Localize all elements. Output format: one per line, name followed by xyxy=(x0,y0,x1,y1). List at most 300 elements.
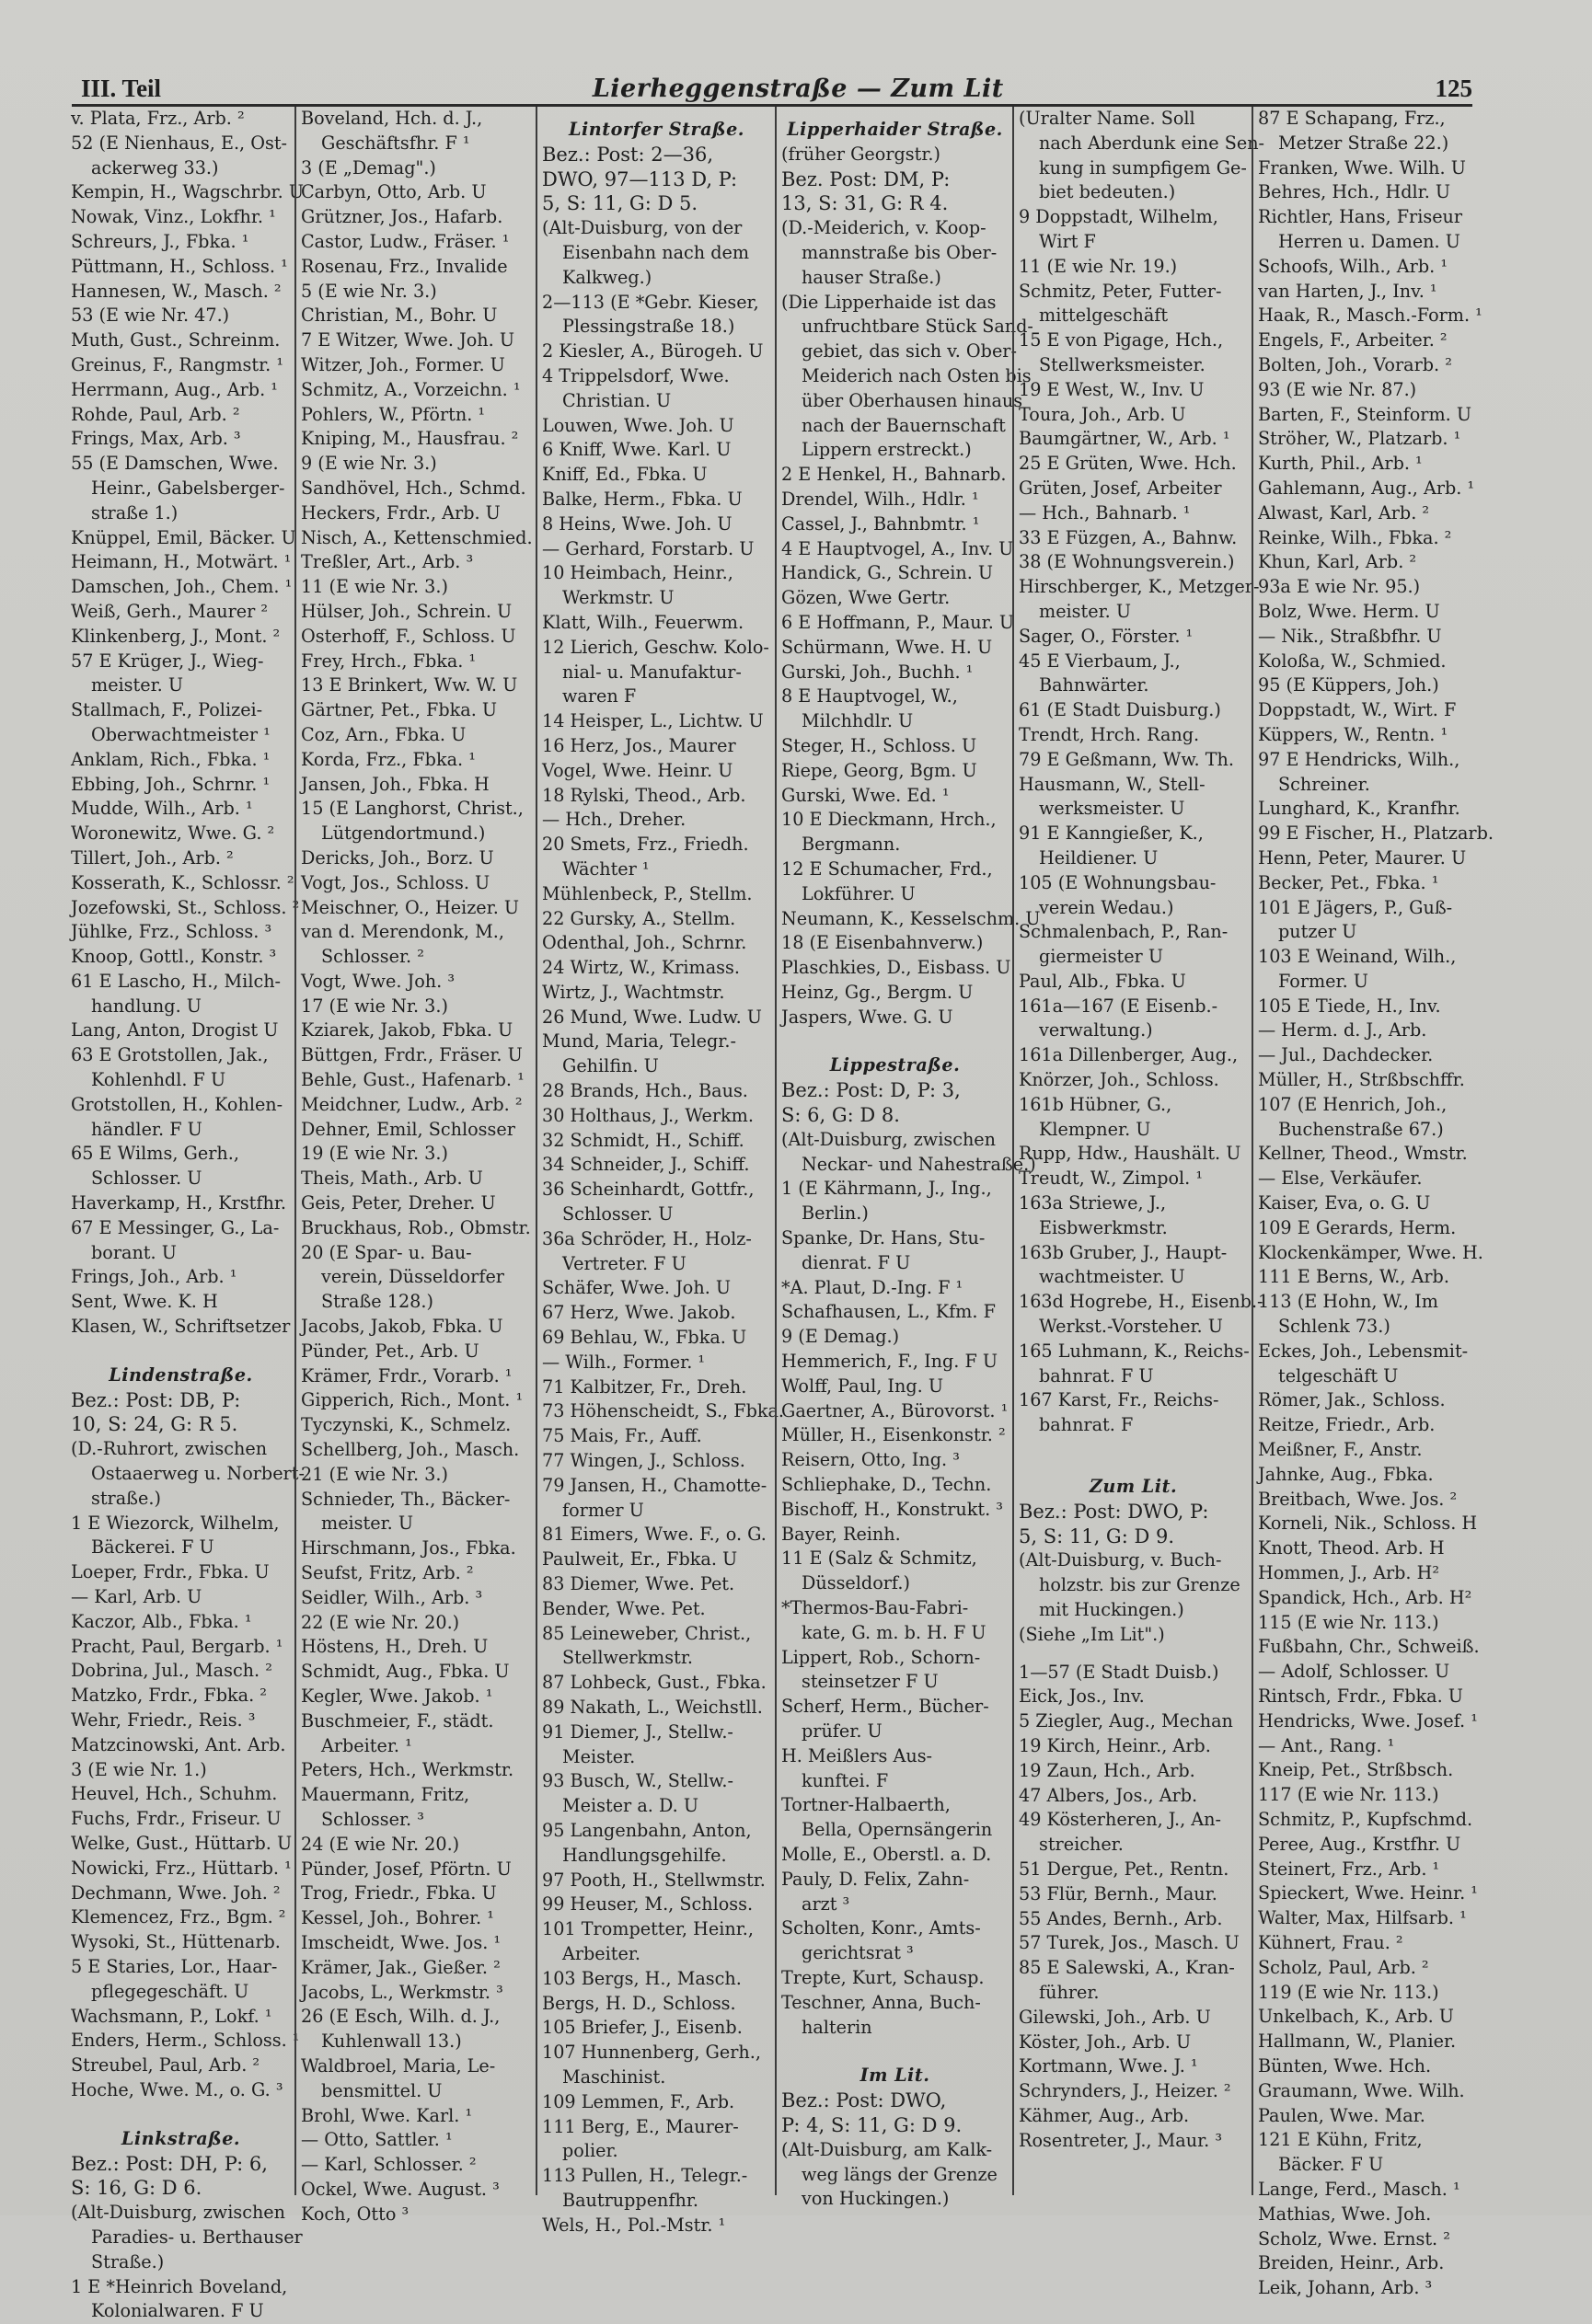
entry-continuation: putzer U xyxy=(1278,921,1357,943)
entry-continuation: Milchhdlr. U xyxy=(802,710,914,732)
district-info: 5, S: 11, G: D 9. xyxy=(1019,1524,1174,1547)
directory-entry: 32 Schmidt, H., Schiff. xyxy=(542,1129,744,1151)
directory-entry: 109 Lemmen, F., Arb. xyxy=(542,2090,735,2112)
entry-continuation: Arbeiter. xyxy=(562,1942,641,1964)
directory-entry: Walter, Max, Hilfsarb. ¹ xyxy=(1258,1907,1467,1929)
directory-entry: Meischner, O., Heizer. U xyxy=(301,896,520,918)
directory-entry: Welke, Gust., Hüttarb. U xyxy=(71,1832,293,1854)
entry-continuation: Stellwerkmstr. xyxy=(562,1647,693,1669)
directory-entry: *A. Plaut, D.-Ing. F ¹ xyxy=(781,1276,963,1298)
directory-entry: Vogt, Jos., Schloss. U xyxy=(301,871,490,893)
directory-entry: Ströher, W., Platzarb. ¹ xyxy=(1258,428,1461,450)
directory-entry: Rupp, Hdw., Haushält. U xyxy=(1019,1143,1241,1165)
directory-entry: Dechmann, Wwe. Joh. ² xyxy=(71,1881,281,1904)
entry-continuation: händler. F U xyxy=(91,1118,202,1140)
directory-entry: Schellberg, Joh., Masch. xyxy=(301,1439,520,1461)
entry-continuation: Geschäftsfhr. F ¹ xyxy=(321,132,470,154)
directory-entry: 18 (E Eisenbahnverw.) xyxy=(781,932,984,954)
district-info: Bez.: Post: DWO, P: xyxy=(1019,1500,1209,1523)
directory-entry: Schliephake, D., Techn. xyxy=(781,1474,992,1496)
directory-entry: — Herm. d. J., Arb. xyxy=(1258,1019,1427,1041)
directory-entry: Breitbach, Wwe. Jos. ² xyxy=(1258,1488,1458,1510)
directory-entry: Wehr, Friedr., Reis. ³ xyxy=(71,1709,256,1731)
directory-entry: Kortmann, Wwe. J. ¹ xyxy=(1019,2055,1198,2077)
entry-continuation: Schlosser. U xyxy=(91,1168,202,1190)
directory-entry: Breiden, Heinr., Arb. xyxy=(1258,2252,1445,2274)
directory-entry: Riepe, Georg, Bgm. U xyxy=(781,759,977,781)
directory-entry: Balke, Herm., Fbka. U xyxy=(542,488,743,510)
directory-entry: Bruckhaus, Rob., Obmstr. xyxy=(301,1216,531,1238)
directory-entry: Meidchner, Ludw., Arb. ² xyxy=(301,1093,523,1115)
directory-entry: Klinkenberg, J., Mont. ² xyxy=(71,625,281,647)
district-info: Bez.: Post: 2—36, xyxy=(542,143,713,166)
directory-entry: Tortner-Halbaerth, xyxy=(781,1794,951,1816)
directory-entry: Anklam, Rich., Fbka. ¹ xyxy=(71,748,271,770)
entry-continuation: bahnrat. F U xyxy=(1039,1364,1154,1386)
spacer xyxy=(1019,1438,1248,1451)
entry-continuation: prüfer. U xyxy=(802,1720,883,1742)
directory-entry: Behle, Gust., Hafenarb. ¹ xyxy=(301,1069,525,1091)
directory-entry: Kellner, Theod., Wmstr. xyxy=(1258,1143,1468,1165)
directory-entry: Mund, Maria, Telegr.- xyxy=(542,1030,736,1053)
directory-entry: Bolz, Wwe. Herm. U xyxy=(1258,600,1440,622)
district-info: Bez.: Post: D, P: 3, xyxy=(781,1079,961,1102)
directory-entry: 22 (E wie Nr. 20.) xyxy=(301,1611,460,1633)
directory-entry: Geis, Peter, Dreher. U xyxy=(301,1192,496,1214)
directory-entry: 6 E Hoffmann, P., Maur. U xyxy=(781,611,1015,633)
directory-entry: 15 (E Langhorst, Christ., xyxy=(301,798,524,820)
directory-entry: 36 Scheinhardt, Gottfr., xyxy=(542,1179,755,1201)
entry-continuation: Werkmstr. U xyxy=(562,587,675,609)
entry-continuation: bensmittel. U xyxy=(321,2079,443,2101)
directory-entry: Gaertner, A., Bürovorst. ¹ xyxy=(781,1399,1009,1421)
directory-entry: Kaczor, Alb., Fbka. ¹ xyxy=(71,1610,252,1632)
directory-entry: Wachsmann, P., Lokf. ¹ xyxy=(71,2005,272,2027)
directory-entry: Scherf, Herm., Bücher- xyxy=(781,1696,989,1718)
directory-entry: Streubel, Paul, Arb. ² xyxy=(71,2054,260,2077)
directory-entry: 79 Jansen, H., Chamotte- xyxy=(542,1474,767,1496)
directory-entry: 87 E Schapang, Frz., xyxy=(1258,108,1446,129)
entry-continuation: Berlin.) xyxy=(802,1202,869,1225)
directory-entry: 97 E Hendricks, Wilh., xyxy=(1258,748,1460,770)
district-info: P: 4, S: 11, G: D 9. xyxy=(781,2113,963,2136)
directory-entry: Kühnert, Frau. ² xyxy=(1258,1931,1403,1953)
directory-entry: Leik, Johann, Arb. ³ xyxy=(1258,2277,1433,2299)
directory-entry: Vogt, Wwe. Joh. ³ xyxy=(301,970,456,992)
district-info: S: 6, G: D 8. xyxy=(781,1104,900,1127)
entry-continuation: Bautruppenfhr. xyxy=(562,2189,699,2211)
entry-continuation: unfruchtbare Stück Sand- xyxy=(802,316,1033,338)
entry-continuation: Straße 128.) xyxy=(321,1291,433,1313)
directory-entry: 20 Smets, Frz., Friedh. xyxy=(542,834,749,856)
entry-continuation: halterin xyxy=(802,2016,872,2038)
directory-columns xyxy=(66,107,1494,2322)
directory-entry: 93a E wie Nr. 95.) xyxy=(1258,576,1421,598)
directory-entry: Steger, H., Schloss. U xyxy=(781,734,977,756)
column-1 xyxy=(66,107,305,2322)
directory-entry: 1 E *Heinrich Boveland, xyxy=(71,2275,288,2297)
directory-entry: Rosenau, Frz., Invalide xyxy=(301,255,508,277)
entry-continuation: meister. U xyxy=(91,674,184,696)
directory-entry: Koch, Otto ³ xyxy=(301,2203,410,2225)
directory-entry: van Harten, J., Inv. ¹ xyxy=(1258,280,1437,302)
directory-entry: 12 E Schumacher, Frd., xyxy=(781,857,993,880)
column-6 xyxy=(1252,107,1494,2299)
directory-entry: Bergs, H. D., Schloss. xyxy=(542,1992,736,2014)
entry-continuation: Bahnwärter. xyxy=(1039,674,1149,696)
directory-entry: Hendricks, Wwe. Josef. ¹ xyxy=(1258,1709,1478,1731)
directory-entry: v. Plata, Frz., Arb. ² xyxy=(71,108,245,129)
entry-continuation: former U xyxy=(562,1499,644,1521)
directory-entry: (Alt-Duisburg, v. Buch- xyxy=(1019,1549,1222,1571)
directory-entry: Dehner, Emil, Schlosser xyxy=(301,1118,515,1140)
directory-entry: Wolff, Paul, Ing. U xyxy=(781,1375,944,1397)
directory-entry: 161a Dillenberger, Aug., xyxy=(1019,1044,1239,1066)
directory-entry: Drendel, Wilh., Hdlr. ¹ xyxy=(781,488,979,510)
directory-entry: 53 Flür, Bernh., Maur. xyxy=(1019,1882,1217,1904)
directory-entry: 103 Bergs, H., Masch. xyxy=(542,1967,742,1989)
directory-entry: 22 Gursky, A., Stellm. xyxy=(542,907,736,929)
directory-entry: 10 E Dieckmann, Hrch., xyxy=(781,809,997,831)
entry-continuation: verwaltung.) xyxy=(1039,1019,1153,1041)
entry-continuation: Bäcker. F U xyxy=(1278,2154,1384,2176)
directory-entry: Spanke, Dr. Hans, Stu- xyxy=(781,1227,986,1249)
directory-entry: 1 E Wiezorck, Wilhelm, xyxy=(71,1512,280,1534)
directory-entry: Korneli, Nik., Schloss. H xyxy=(1258,1513,1478,1535)
directory-entry: 28 Brands, Hch., Baus. xyxy=(542,1080,748,1102)
directory-entry: 105 (E Wohnungsbau- xyxy=(1019,871,1217,893)
directory-entry: Fußbahn, Chr., Schweiß. xyxy=(1258,1636,1480,1658)
directory-entry: Enders, Herm., Schloss. ¹ xyxy=(71,2030,300,2052)
directory-entry: Henn, Peter, Maurer. U xyxy=(1258,846,1467,869)
directory-entry: Castor, Ludw., Fräser. ¹ xyxy=(301,230,510,252)
directory-entry: Schürmann, Wwe. H. U xyxy=(781,636,993,658)
directory-entry: Hannesen, W., Masch. ² xyxy=(71,280,282,302)
directory-entry: 95 (E Küppers, Joh.) xyxy=(1258,674,1439,696)
entry-continuation: giermeister U xyxy=(1039,946,1163,968)
directory-entry: Klatt, Wilh., Feuerwm. xyxy=(542,611,744,633)
directory-entry: Pünder, Pet., Arb. U xyxy=(301,1340,479,1362)
directory-entry: 21 (E wie Nr. 3.) xyxy=(301,1463,448,1485)
directory-entry: Pracht, Paul, Bergarb. ¹ xyxy=(71,1635,283,1657)
directory-entry: Hausmann, W., Stell- xyxy=(1019,773,1206,795)
directory-entry: Gärtner, Pet., Fbka. U xyxy=(301,699,498,721)
directory-entry: Schmidt, Aug., Fbka. U xyxy=(301,1661,510,1683)
entry-continuation: kate, G. m. b. H. F U xyxy=(802,1621,986,1643)
directory-entry: 33 E Füzgen, A., Bahnw. xyxy=(1019,526,1238,548)
directory-entry: 8 Heins, Wwe. Joh. U xyxy=(542,512,733,535)
directory-entry: Heinz, Gg., Bergm. U xyxy=(781,981,974,1003)
directory-entry: Spieckert, Wwe. Heinr. ¹ xyxy=(1258,1882,1478,1904)
directory-entry: 9 Doppstadt, Wilhelm, xyxy=(1019,206,1218,228)
directory-entry: — Jul., Dachdecker. xyxy=(1258,1044,1434,1066)
directory-entry: 75 Mais, Fr., Auff. xyxy=(542,1425,702,1447)
directory-entry: Becker, Pet., Fbka. ¹ xyxy=(1258,871,1439,893)
directory-entry: 91 Diemer, J., Stellw.- xyxy=(542,1720,733,1743)
directory-entry: 111 Berg, E., Maurer- xyxy=(542,2115,739,2137)
directory-entry: Hommen, J., Arb. H² xyxy=(1258,1562,1440,1584)
directory-entry: Frings, Max, Arb. ³ xyxy=(71,428,241,450)
directory-entry: 17 (E wie Nr. 3.) xyxy=(301,995,448,1017)
directory-entry: Matzko, Frdr., Fbka. ² xyxy=(71,1685,267,1707)
directory-entry: 105 E Tiede, H., Inv. xyxy=(1258,995,1441,1017)
directory-entry: 9 (E wie Nr. 3.) xyxy=(301,453,437,475)
district-info: 5, S: 11, G: D 5. xyxy=(542,192,698,215)
entry-continuation: Handlungsgehilfe. xyxy=(562,1844,727,1866)
directory-entry: 14 Heisper, L., Lichtw. U xyxy=(542,710,764,732)
directory-entry: Köster, Joh., Arb. U xyxy=(1019,2031,1192,2053)
directory-entry: Knott, Theod. Arb. H xyxy=(1258,1537,1445,1559)
directory-entry: 9 (E Demag.) xyxy=(781,1326,900,1348)
entry-continuation: Schlosser. ³ xyxy=(321,1808,424,1830)
directory-entry: Kegler, Wwe. Jakob. ¹ xyxy=(301,1685,493,1707)
entry-continuation: Arbeiter. ¹ xyxy=(321,1734,412,1756)
directory-entry: — Otto, Sattler. ¹ xyxy=(301,2129,453,2151)
district-info: Bez.: Post: DWO, xyxy=(781,2089,947,2112)
directory-entry: Engels, F., Arbeiter. ² xyxy=(1258,329,1448,351)
directory-entry: Schmalenbach, P., Ran- xyxy=(1019,921,1229,943)
district-info: 13, S: 31, G: R 4. xyxy=(781,192,949,215)
entry-continuation: Schreiner. xyxy=(1278,773,1370,795)
directory-entry: 1—57 (E Stadt Duisb.) xyxy=(1019,1661,1219,1683)
directory-entry: Schoofs, Wilh., Arb. ¹ xyxy=(1258,255,1448,277)
directory-entry: 65 E Wilms, Gerh., xyxy=(71,1143,239,1165)
entry-continuation: dienrat. F U xyxy=(802,1251,911,1273)
directory-entry: Hemmerich, F., Ing. F U xyxy=(781,1351,998,1373)
directory-entry: Heckers, Frdr., Arb. U xyxy=(301,501,501,523)
directory-entry: Gurski, Wwe. Ed. ¹ xyxy=(781,784,950,806)
directory-entry: Rintsch, Frdr., Fbka. U xyxy=(1258,1685,1463,1707)
directory-entry: Frey, Hrch., Fbka. ¹ xyxy=(301,650,477,672)
directory-entry: Kneip, Pet., Strßbsch. xyxy=(1258,1759,1454,1781)
entry-continuation: meister. U xyxy=(321,1513,414,1535)
directory-entry: — Gerhard, Forstarb. U xyxy=(542,537,755,559)
directory-entry: Pohlers, W., Pförtn. ¹ xyxy=(301,403,486,425)
entry-continuation: Straße.) xyxy=(91,2250,165,2272)
entry-continuation: nial- u. Manufaktur- xyxy=(562,661,742,683)
directory-entry: Seufst, Fritz, Arb. ² xyxy=(301,1562,474,1584)
street-heading: Linkstraße. xyxy=(121,2127,241,2149)
directory-entry: 99 Heuser, M., Schloss. xyxy=(542,1893,754,1916)
directory-entry: (Alt-Duisburg, zwischen xyxy=(781,1128,997,1150)
directory-entry: (früher Georgstr.) xyxy=(781,143,940,165)
directory-entry: Muth, Gust., Schreinm. xyxy=(71,329,281,351)
directory-entry: Scholz, Wwe. Ernst. ² xyxy=(1258,2227,1450,2249)
directory-entry: 103 E Weinand, Wilh., xyxy=(1258,946,1457,968)
directory-entry: Peree, Aug., Krstfhr. U xyxy=(1258,1833,1461,1855)
directory-entry: Knüppel, Emil, Bäcker. U xyxy=(71,526,296,548)
entry-continuation: Eisbwerkmstr. xyxy=(1039,1216,1168,1238)
directory-entry: Kempin, H., Wagschrbr. U xyxy=(71,181,304,203)
directory-entry: Haverkamp, H., Krstfhr. xyxy=(71,1192,286,1214)
spacer xyxy=(1019,1648,1248,1661)
entry-continuation: Meiderich nach Osten bis xyxy=(802,364,1032,386)
district-info: 10, S: 24, G: R 5. xyxy=(71,1413,238,1436)
directory-entry: Gözen, Wwe Gertr. xyxy=(781,587,951,609)
entry-continuation: gerichtsrat ³ xyxy=(802,1942,914,1964)
directory-entry: Klemencez, Frz., Bgm. ² xyxy=(71,1906,286,1928)
entry-continuation: weg längs der Grenze xyxy=(802,2163,998,2185)
entry-continuation: Schlenk 73.) xyxy=(1278,1316,1390,1338)
directory-entry: Krämer, Jak., Gießer. ² xyxy=(301,1956,501,1978)
directory-entry: Jansen, Joh., Fbka. H xyxy=(301,773,490,795)
directory-entry: 47 Albers, Jos., Arb. xyxy=(1019,1784,1198,1806)
directory-entry: 117 (E wie Nr. 113.) xyxy=(1258,1784,1439,1806)
directory-entry: Wirtz, J., Wachtmstr. xyxy=(542,981,725,1003)
entry-continuation: Werkst.-Vorsteher. U xyxy=(1039,1316,1223,1338)
entry-continuation: arzt ³ xyxy=(802,1893,850,1915)
entry-continuation: Oberwachtmeister ¹ xyxy=(91,723,271,745)
entry-continuation: streicher. xyxy=(1039,1834,1124,1856)
directory-entry: Schreurs, J., Fbka. ¹ xyxy=(71,230,249,252)
directory-entry: 67 Herz, Wwe. Jakob. xyxy=(542,1302,736,1324)
directory-entry: Hallmann, W., Planier. xyxy=(1258,2031,1457,2053)
entry-continuation: verein, Düsseldorfer xyxy=(321,1266,504,1288)
directory-entry: 105 Briefer, J., Eisenb. xyxy=(542,2017,743,2039)
directory-entry: Schmitz, A., Vorzeichn. ¹ xyxy=(301,378,521,400)
directory-entry: (Alt-Duisburg, von der xyxy=(542,217,743,239)
entry-continuation: von Huckingen.) xyxy=(802,2188,950,2210)
directory-entry: 19 Zaun, Hch., Arb. xyxy=(1019,1759,1195,1781)
entry-continuation: Buchenstraße 67.) xyxy=(1278,1118,1444,1140)
entry-continuation: mannstraße bis Ober- xyxy=(802,241,998,263)
directory-entry: Frings, Joh., Arb. ¹ xyxy=(71,1266,237,1288)
directory-entry: Behres, Hch., Hdlr. U xyxy=(1258,181,1451,203)
directory-entry: 61 E Lascho, H., Milch- xyxy=(71,970,282,992)
directory-entry: Witzer, Joh., Former. U xyxy=(301,353,505,375)
directory-entry: Kniping, M., Hausfrau. ² xyxy=(301,428,519,450)
street-heading: Lindenstraße. xyxy=(109,1363,253,1386)
entry-continuation: wachtmeister. U xyxy=(1039,1266,1185,1288)
entry-continuation: Vertreter. F U xyxy=(562,1252,686,1274)
directory-entry: Mathias, Wwe. Joh. xyxy=(1258,2203,1432,2225)
directory-entry: (Uralter Name. Soll xyxy=(1019,108,1195,129)
directory-entry: 6 Kniff, Wwe. Karl. U xyxy=(542,439,732,461)
directory-entry: Franken, Wwe. Wilh. U xyxy=(1258,156,1466,178)
directory-entry: — Ant., Rang. ¹ xyxy=(1258,1734,1395,1756)
directory-entry: Theis, Math., Arb. U xyxy=(301,1168,483,1190)
directory-entry: Lunghard, K., Kranfhr. xyxy=(1258,798,1460,820)
directory-entry: Doppstadt, W., Wirt. F xyxy=(1258,699,1457,721)
directory-entry: Nisch, A., Kettenschmied. xyxy=(301,526,533,548)
directory-entry: — Else, Verkäufer. xyxy=(1258,1168,1423,1190)
entry-continuation: Paradies- u. Berthauser xyxy=(91,2226,303,2248)
directory-entry: Tyczynski, K., Schmelz. xyxy=(301,1414,512,1436)
directory-entry: 19 (E wie Nr. 3.) xyxy=(301,1143,448,1165)
directory-entry: Khun, Karl, Arb. ² xyxy=(1258,551,1417,573)
directory-entry: — Wilh., Former. ¹ xyxy=(542,1351,706,1373)
directory-entry: Teschner, Anna, Buch- xyxy=(781,1991,981,2013)
directory-entry: Baumgärtner, W., Arb. ¹ xyxy=(1019,428,1230,450)
directory-entry: Hirschberger, K., Metzger- xyxy=(1019,576,1260,598)
directory-entry: Jacobs, Jakob, Fbka. U xyxy=(301,1316,503,1338)
directory-entry: — Hch., Dreher. xyxy=(542,809,686,831)
spacer xyxy=(71,2103,291,2116)
directory-entry: Wysoki, St., Hüttenarb. xyxy=(71,1931,281,1953)
directory-entry: 26 Mund, Wwe. Ludw. U xyxy=(542,1006,762,1028)
directory-entry: Paulen, Wwe. Mar. xyxy=(1258,2104,1425,2126)
directory-entry: 24 Wirtz, W., Krimass. xyxy=(542,957,740,979)
directory-entry: Bischoff, H., Konstrukt. ³ xyxy=(781,1498,1003,1520)
directory-entry: 2 Kiesler, A., Bürogeh. U xyxy=(542,340,764,362)
spacer xyxy=(71,1340,291,1352)
page-number: 125 xyxy=(1435,75,1472,102)
directory-entry: H. Meißlers Aus- xyxy=(781,1744,933,1766)
directory-entry: 38 (E Wohnungsverein.) xyxy=(1019,551,1235,573)
directory-entry: 83 Diemer, Wwe. Pet. xyxy=(542,1573,735,1595)
directory-entry: Trepte, Kurt, Schausp. xyxy=(781,1966,985,1988)
street-heading: Lintorfer Straße. xyxy=(569,119,744,140)
directory-entry: Treudt, W., Zimpol. ¹ xyxy=(1019,1168,1204,1190)
directory-entry: 3 (E wie Nr. 1.) xyxy=(71,1758,207,1780)
district-info: S: 16, G: D 6. xyxy=(71,2177,202,2200)
entry-continuation: waren F xyxy=(562,685,637,708)
entry-continuation: Maschinist. xyxy=(562,2065,666,2088)
directory-entry: Handick, G., Schrein. U xyxy=(781,562,994,584)
directory-entry: Klasen, W., Schriftsetzer xyxy=(71,1316,291,1338)
directory-entry: Gipperich, Rich., Mont. ¹ xyxy=(301,1389,524,1411)
directory-entry: Koloßa, W., Schmied. xyxy=(1258,650,1447,672)
entry-continuation: bahnrat. F xyxy=(1039,1414,1134,1436)
entry-continuation: Bäckerei. F U xyxy=(91,1536,214,1559)
directory-entry: Brohl, Wwe. Karl. ¹ xyxy=(301,2104,473,2126)
directory-entry: Nowak, Vinz., Lokfhr. ¹ xyxy=(71,206,276,228)
directory-entry: 113 (E Hohn, W., Im xyxy=(1258,1291,1438,1313)
directory-entry: 53 (E wie Nr. 47.) xyxy=(71,305,230,327)
directory-entry: 101 Trompetter, Heinr., xyxy=(542,1918,754,1940)
directory-entry: Damschen, Joh., Chem. ¹ xyxy=(71,576,293,598)
directory-entry: 49 Kösterheren, J., An- xyxy=(1019,1809,1221,1831)
directory-entry: 5 (E wie Nr. 3.) xyxy=(301,280,437,302)
directory-entry: Pauly, D. Felix, Zahn- xyxy=(781,1868,970,1890)
directory-entry: Steinert, Frz., Arb. ¹ xyxy=(1258,1858,1440,1880)
directory-entry: Hoche, Wwe. M., o. G. ³ xyxy=(71,2078,283,2100)
entry-continuation: Gehilfin. U xyxy=(562,1055,659,1077)
entry-continuation: nach der Bauernschaft xyxy=(802,414,1006,436)
directory-entry: 85 Leineweber, Christ., xyxy=(542,1622,752,1644)
directory-entry: Püttmann, H., Schloss. ¹ xyxy=(71,255,288,277)
directory-entry: *Thermos-Bau-Fabri- xyxy=(781,1597,969,1619)
directory-entry: 34 Schneider, J., Schiff. xyxy=(542,1154,750,1176)
directory-entry: Grotstollen, H., Kohlen- xyxy=(71,1093,283,1115)
entry-continuation: Former. U xyxy=(1278,970,1368,992)
directory-entry: Loeper, Frdr., Fbka. U xyxy=(71,1561,270,1583)
street-heading: Zum Lit. xyxy=(1089,1476,1178,1498)
entry-continuation: Kalkweg.) xyxy=(562,266,652,288)
directory-entry: Bender, Wwe. Pet. xyxy=(542,1597,706,1619)
entry-continuation: Ostaaerweg u. Norbert- xyxy=(91,1463,305,1485)
directory-entry: Spandick, Hch., Arb. H² xyxy=(1258,1586,1472,1608)
directory-entry: Eick, Jos., Inv. xyxy=(1019,1685,1145,1708)
directory-entry: (Alt-Duisburg, am Kalk- xyxy=(781,2138,993,2160)
entry-continuation: Stellwerksmeister. xyxy=(1039,353,1206,375)
district-info: DWO, 97—113 D, P: xyxy=(542,167,738,190)
entry-continuation: telgeschäft U xyxy=(1278,1364,1399,1386)
directory-entry: (D.-Meiderich, v. Koop- xyxy=(781,217,986,239)
directory-entry: Cassel, J., Bahnbmtr. ¹ xyxy=(781,512,980,535)
entry-continuation: Plessingstraße 18.) xyxy=(562,316,735,338)
directory-entry: Barten, F., Steinform. U xyxy=(1258,403,1472,425)
directory-entry: 97 Pooth, H., Stellwmstr. xyxy=(542,1869,766,1891)
directory-entry: Schrynders, J., Heizer. ² xyxy=(1019,2080,1231,2102)
directory-entry: — Hch., Bahnarb. ¹ xyxy=(1019,501,1191,523)
directory-entry: Schafhausen, L., Kfm. F xyxy=(781,1301,996,1323)
entry-continuation: Lokführer. U xyxy=(802,882,916,904)
directory-entry: Jozefowski, St., Schloss. ² xyxy=(71,896,300,918)
entry-continuation: Bergmann. xyxy=(802,834,901,856)
directory-entry: Rohde, Paul, Arb. ² xyxy=(71,403,240,425)
directory-entry: Bünten, Wwe. Hch. xyxy=(1258,2054,1432,2077)
